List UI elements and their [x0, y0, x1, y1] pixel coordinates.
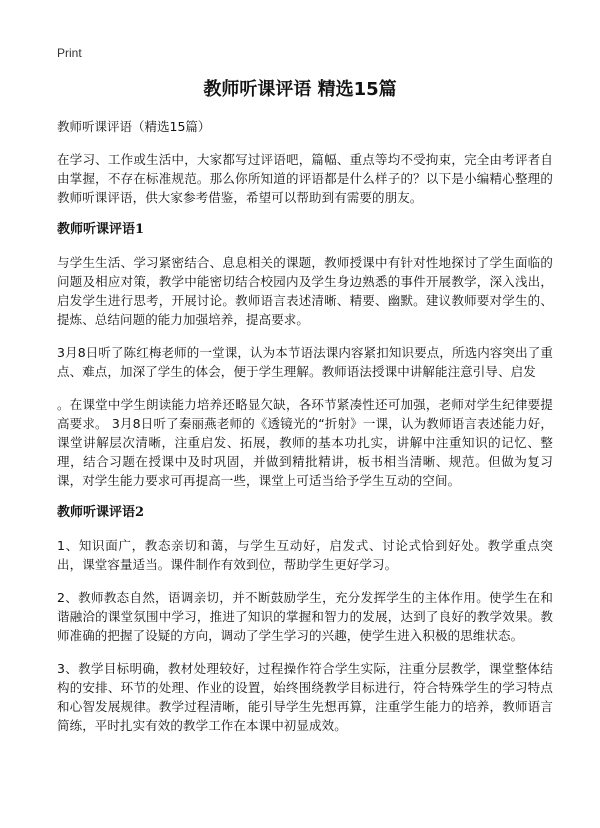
document-title: 教师听课评语 精选15篇	[203, 79, 397, 100]
section-2	[57, 504, 553, 735]
document-body	[57, 118, 553, 749]
section-paragraph: 与学生生活、学习紧密结合、息息相关的课题，教师授课中有针对性地探讨了学生面临的问题及相应对策，教学中能密切结合校园内及学生身边熟悉的事件开展教学，深入浅出，启发学生进行思考，开展讨论。教师语言表述清晰、精要、幽默。建议教师要对学生的、提炼、总结问题的能力加强培养，提高要求。	[57, 255, 553, 327]
intro-paragraph: 在学习、工作或生活中，大家都写过评语吧，篇幅、重点等均不受拘束，完全由考评者自由掌握，不存在标准规范。那么你所知道的评语都是什么样子的？以下是小编精心整理的教师听课评语，供大家参考借鉴，希望可以帮助到有需要的朋友。	[57, 152, 553, 205]
section-paragraph: 2、教师教态自然，语调亲切，并不断鼓励学生，充分发挥学生的主体作用。使学生在和谐融洽的课堂氛围中学习，推进了知识的掌握和智力的发展，达到了良好的教学效果。教师准确的把握了设疑的方向，调动了学生学习的兴趣，使学生进入积极的思维状态。	[57, 590, 553, 643]
section-heading: 教师听课评语2	[57, 505, 145, 520]
print-label: Print	[57, 46, 82, 60]
section-paragraph: 3月8日听了陈红梅老师的一堂课，认为本节语法课内容紧扣知识要点，所选内容突出了重点、难点，加深了学生的体会，便于学生理解。教师语法授课中讲解能注意引导、启发	[57, 345, 553, 379]
document-subtitle: 教师听课评语（精选15篇）	[57, 119, 211, 134]
section-heading: 教师听课评语1	[57, 222, 145, 237]
section-paragraph: 1、知识面广，教态亲切和蔼，与学生互动好，启发式、讨论式恰到好处。教学重点突出，课堂容量适当。课件制作有效到位，帮助学生更好学习。	[57, 538, 553, 572]
section-paragraph: 。在课堂中学生朗读能力培养还略显欠缺，各环节紧凑性还可加强，老师对学生纪律要提高要求。 3月8日听了秦丽燕老师的《透镜光的“折射》一课，认为教师语言表述能力好，课堂讲解层次清晰，注重启发、拓展，教师的基本功扎实，讲解中注重知识的记忆、整理，结合习题在授课中及时巩固，并做到精批精讲，板书相当清晰、规范。但做为复习课，对学生能力要求可再提高一些，课堂上可适当给予学生互动的空间。	[57, 397, 553, 488]
section-paragraph: 3、教学目标明确，教材处理较好，过程操作符合学生实际，注重分层教学，课堂整体结构的安排、环节的处理、作业的设置，始终围绕教学目标进行，符合特殊学生的学习特点和心智发展规律。教学过程清晰，能引导学生先想再算，注重学生能力的培养，教师语言简练，平时扎实有效的教学工作在本课中初显成效。	[57, 661, 553, 733]
section-1	[57, 221, 553, 490]
